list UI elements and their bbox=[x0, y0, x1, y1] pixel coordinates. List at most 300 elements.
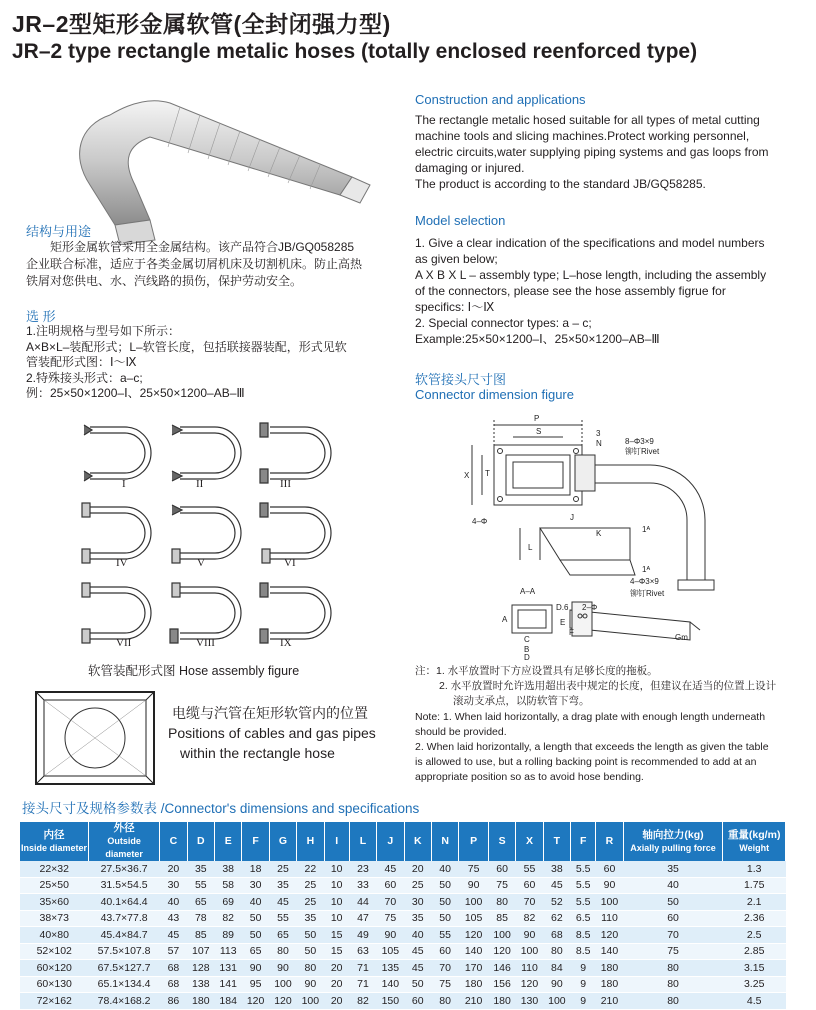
svg-text:1ᴬ: 1ᴬ bbox=[642, 525, 651, 534]
hose-label-3: III bbox=[280, 478, 291, 490]
table-cell: 90 bbox=[242, 960, 269, 977]
header-label: 重量(kg/m) bbox=[727, 828, 781, 841]
hose-label-9: IX bbox=[280, 637, 292, 649]
header-label: F bbox=[579, 835, 587, 847]
model-line: Example:25×50×1200–Ⅰ、25×50×1200–AB–Ⅲ bbox=[415, 332, 660, 346]
table-cell: 6.5 bbox=[571, 910, 596, 927]
svg-text:2–Φ: 2–Φ bbox=[582, 603, 598, 612]
table-cell: 60 bbox=[488, 861, 515, 877]
note-cn-line: 滚动支承点，以防软管下弯。 bbox=[453, 695, 590, 707]
table-cell: 105 bbox=[377, 943, 404, 960]
select-line: 例：25×50×1200–Ⅰ、25×50×1200–AB–Ⅲ bbox=[26, 386, 245, 400]
table-cell: 2.5 bbox=[723, 927, 786, 944]
svg-text:T: T bbox=[485, 469, 490, 478]
table-cell: 35 bbox=[623, 861, 723, 877]
svg-text:P: P bbox=[534, 414, 540, 423]
table-cell: 82 bbox=[215, 910, 242, 927]
table-cell: 9 bbox=[571, 960, 596, 977]
table-cell: 25 bbox=[297, 877, 324, 894]
header-label: K bbox=[413, 835, 422, 847]
construction-line: electric circuits,water supplying piping systems and gas loops from bbox=[415, 145, 769, 159]
page-title-cn: JR–2型矩形金属软管(全封闭强力型) bbox=[12, 11, 391, 37]
header-label: F bbox=[252, 835, 259, 847]
table-cell: 57.5×107.8 bbox=[88, 943, 159, 960]
table-cell: 62 bbox=[543, 910, 570, 927]
construction-line: machine tools and slicing machines.Protect working personnel, bbox=[415, 129, 750, 143]
table-cell: 100 bbox=[543, 993, 570, 1010]
table-row bbox=[20, 877, 786, 894]
table-row bbox=[20, 927, 786, 944]
table-cell: 33 bbox=[349, 877, 376, 894]
hose-form-8 bbox=[170, 583, 241, 643]
svg-text:铆钉Rivet: 铆钉Rivet bbox=[625, 447, 660, 456]
table-row bbox=[20, 960, 786, 977]
structure-title: 结构与用途 bbox=[26, 224, 92, 239]
table-cell: 110 bbox=[516, 960, 543, 977]
table-cell: 100 bbox=[459, 894, 489, 911]
table-cell: 90 bbox=[297, 976, 324, 993]
construction-line: The rectangle metalic hosed suitable for all types of metal cutting bbox=[415, 113, 760, 127]
hose-label-1: I bbox=[122, 478, 126, 490]
table-cell: 2.36 bbox=[723, 910, 786, 927]
table-cell: 75 bbox=[623, 943, 723, 960]
spec-table-header bbox=[20, 822, 786, 861]
table-cell: 50 bbox=[431, 877, 458, 894]
table-cell: 60 bbox=[431, 943, 458, 960]
construction-line: The product is according to the standard JB/GQ58285. bbox=[415, 177, 706, 191]
connector-title-cn: 软管接头尺寸图 bbox=[415, 372, 507, 387]
table-cell: 45 bbox=[377, 861, 404, 877]
table-cell: 82 bbox=[349, 993, 376, 1010]
table-cell: 20 bbox=[160, 861, 187, 877]
table-cell: 35 bbox=[269, 877, 296, 894]
svg-text:Gm: Gm bbox=[675, 633, 688, 642]
table-cell: 146 bbox=[488, 960, 515, 977]
table-cell: 50 bbox=[404, 976, 431, 993]
table-cell: 49 bbox=[349, 927, 376, 944]
table-cell: 35×60 bbox=[20, 894, 88, 911]
table-cell: 75 bbox=[431, 976, 458, 993]
table-cell: 58 bbox=[215, 877, 242, 894]
table-cell: 65 bbox=[269, 927, 296, 944]
header-label: D bbox=[197, 835, 205, 847]
svg-text:L: L bbox=[528, 543, 533, 552]
table-cell: 128 bbox=[187, 960, 214, 977]
svg-text:A: A bbox=[502, 615, 508, 624]
svg-text:4–Φ3×9: 4–Φ3×9 bbox=[630, 577, 659, 586]
table-cell: 10 bbox=[324, 861, 349, 877]
table-cell: 15 bbox=[324, 943, 349, 960]
table-cell: 55 bbox=[431, 927, 458, 944]
table-cell: 50 bbox=[242, 910, 269, 927]
select-line: 管装配形式图：Ⅰ～Ⅸ bbox=[26, 355, 137, 369]
table-cell: 60 bbox=[377, 877, 404, 894]
table-cell: 55 bbox=[516, 861, 543, 877]
table-cell: 80 bbox=[623, 993, 723, 1010]
table-cell: 10 bbox=[324, 910, 349, 927]
table-cell: 110 bbox=[596, 910, 623, 927]
table-cell: 80 bbox=[269, 943, 296, 960]
table-cell: 52 bbox=[543, 894, 570, 911]
table-cell: 63 bbox=[349, 943, 376, 960]
hose-label-2: II bbox=[196, 478, 204, 490]
table-header-cell bbox=[20, 822, 88, 861]
table-cell: 2.1 bbox=[723, 894, 786, 911]
construction-text bbox=[415, 112, 795, 192]
table-cell: 71 bbox=[349, 976, 376, 993]
table-cell: 120 bbox=[459, 927, 489, 944]
table-row bbox=[20, 894, 786, 911]
table-cell: 80 bbox=[431, 993, 458, 1010]
table-cell: 8.5 bbox=[571, 943, 596, 960]
table-cell: 70 bbox=[516, 894, 543, 911]
table-cell: 70 bbox=[623, 927, 723, 944]
table-cell: 45.4×84.7 bbox=[88, 927, 159, 944]
header-sublabel: Weight bbox=[739, 842, 770, 853]
table-cell: 40 bbox=[160, 894, 187, 911]
table-cell: 2.85 bbox=[723, 943, 786, 960]
hose-label-5: V bbox=[197, 557, 205, 569]
table-cell: 45 bbox=[160, 927, 187, 944]
header-label: C bbox=[169, 835, 178, 847]
header-label: P bbox=[470, 835, 478, 847]
table-cell: 184 bbox=[215, 993, 242, 1010]
table-cell: 170 bbox=[459, 960, 489, 977]
table-cell: 141 bbox=[215, 976, 242, 993]
table-cell: 180 bbox=[488, 993, 515, 1010]
select-line: 1.注明规格与型号如下所示： bbox=[26, 324, 181, 338]
table-cell: 180 bbox=[459, 976, 489, 993]
table-cell: 55 bbox=[269, 910, 296, 927]
table-header-cell bbox=[723, 822, 786, 861]
svg-text:S: S bbox=[536, 427, 542, 436]
table-cell: 35 bbox=[404, 910, 431, 927]
hose-label-7: VII bbox=[116, 637, 132, 649]
hose-form-1 bbox=[84, 425, 151, 481]
table-cell: 20 bbox=[324, 960, 349, 977]
hose-product-image bbox=[60, 85, 380, 245]
hose-assembly-figure bbox=[70, 415, 360, 655]
svg-text:3: 3 bbox=[596, 429, 601, 438]
table-cell: 70 bbox=[431, 960, 458, 977]
table-header-cell bbox=[404, 822, 431, 861]
note-en-line: Note: 1. When laid horizontally, a drag plate with enough length underneath bbox=[415, 711, 766, 723]
table-cell: 210 bbox=[596, 993, 623, 1010]
table-cell: 80 bbox=[297, 960, 324, 977]
svg-text:C: C bbox=[524, 635, 530, 644]
table-cell: 90 bbox=[543, 976, 570, 993]
table-cell: 45 bbox=[404, 960, 431, 977]
table-cell: 180 bbox=[596, 960, 623, 977]
header-label: H bbox=[306, 835, 315, 847]
table-cell: 80 bbox=[543, 943, 570, 960]
table-cell: 50 bbox=[431, 894, 458, 911]
svg-text:8–Φ3×9: 8–Φ3×9 bbox=[625, 437, 654, 446]
table-cell: 120 bbox=[488, 943, 515, 960]
model-line: 2. Special connector types: a – c; bbox=[415, 316, 592, 330]
table-cell: 45 bbox=[404, 943, 431, 960]
header-label: I bbox=[335, 835, 339, 847]
table-cell: 105 bbox=[459, 910, 489, 927]
note-en-line: appropriate position so as to avoid hose bending. bbox=[415, 771, 644, 783]
table-header-cell bbox=[543, 822, 570, 861]
svg-text:X: X bbox=[464, 471, 470, 480]
table-cell: 80 bbox=[623, 976, 723, 993]
table-row bbox=[20, 976, 786, 993]
model-line: of the connectors, please see the hose assembly figrue for bbox=[415, 284, 726, 298]
hose-figure-caption: 软管装配形式图 Hose assembly figure bbox=[88, 664, 300, 678]
model-title: Model selection bbox=[415, 213, 506, 228]
header-label: G bbox=[278, 835, 288, 847]
hose-form-4 bbox=[82, 503, 151, 563]
hose-form-7 bbox=[82, 583, 151, 643]
note-en-line: 2. When laid horizontally, a length that exceeds the length as given the table bbox=[415, 741, 769, 753]
svg-text:F: F bbox=[569, 628, 574, 637]
table-cell: 22×32 bbox=[20, 861, 88, 877]
table-cell: 100 bbox=[297, 993, 324, 1010]
table-cell: 90 bbox=[459, 877, 489, 894]
cable-caption-en-2: within the rectangle hose bbox=[180, 745, 335, 761]
note-cn-line: 2. 水平放置时允许选用超出表中规定的长度，但建议在适当的位置上设计 bbox=[439, 680, 777, 692]
table-cell: 20 bbox=[324, 976, 349, 993]
svg-text:A–A: A–A bbox=[520, 587, 536, 596]
table-cell: 55 bbox=[187, 877, 214, 894]
svg-text:4–Φ: 4–Φ bbox=[472, 517, 488, 526]
structure-text bbox=[26, 239, 386, 290]
hose-label-8: VIII bbox=[196, 637, 215, 649]
table-header-cell bbox=[215, 822, 242, 861]
spec-table-body bbox=[20, 861, 786, 1009]
table-row bbox=[20, 943, 786, 960]
table-cell: 5.5 bbox=[571, 861, 596, 877]
table-cell: 107 bbox=[187, 943, 214, 960]
table-cell: 45 bbox=[269, 894, 296, 911]
table-cell: 85 bbox=[488, 910, 515, 927]
table-cell: 80 bbox=[488, 894, 515, 911]
table-cell: 44 bbox=[349, 894, 376, 911]
header-label: T bbox=[553, 835, 561, 847]
table-cell: 138 bbox=[187, 976, 214, 993]
table-header-cell bbox=[324, 822, 349, 861]
table-cell: 50 bbox=[431, 910, 458, 927]
model-text bbox=[415, 235, 795, 347]
table-cell: 15 bbox=[324, 927, 349, 944]
table-cell: 30 bbox=[160, 877, 187, 894]
header-sublabel: Axially pulling force bbox=[630, 842, 716, 853]
table-cell: 22 bbox=[297, 861, 324, 877]
table-cell: 3.25 bbox=[723, 976, 786, 993]
structure-line: 铁屑对您供电、水、汽线路的损伤，保护劳动安全。 bbox=[26, 274, 303, 288]
table-cell: 40×80 bbox=[20, 927, 88, 944]
table-cell: 60×120 bbox=[20, 960, 88, 977]
model-line: 1. Give a clear indication of the specifications and model numbers bbox=[415, 236, 765, 250]
table-header-cell bbox=[488, 822, 515, 861]
connector-title-en: Connector dimension figure bbox=[415, 387, 574, 402]
svg-text:K: K bbox=[596, 529, 602, 538]
table-cell: 38 bbox=[543, 861, 570, 877]
table-header-cell bbox=[242, 822, 269, 861]
table-cell: 60 bbox=[623, 910, 723, 927]
table-cell: 180 bbox=[187, 993, 214, 1010]
notes-en bbox=[415, 710, 810, 785]
table-cell: 65 bbox=[187, 894, 214, 911]
table-cell: 68 bbox=[160, 976, 187, 993]
table-header-cell bbox=[349, 822, 376, 861]
table-cell: 47 bbox=[349, 910, 376, 927]
table-cell: 100 bbox=[269, 976, 296, 993]
table-cell: 1.75 bbox=[723, 877, 786, 894]
table-cell: 30 bbox=[242, 877, 269, 894]
table-cell: 120 bbox=[516, 976, 543, 993]
header-sublabel: Inside diameter bbox=[20, 842, 87, 853]
table-cell: 72×162 bbox=[20, 993, 88, 1010]
table-header-cell bbox=[187, 822, 214, 861]
table-cell: 10 bbox=[324, 894, 349, 911]
table-cell: 100 bbox=[596, 894, 623, 911]
header-label: X bbox=[525, 835, 533, 847]
table-cell: 131 bbox=[215, 960, 242, 977]
header-label: 轴向拉力(kg) bbox=[642, 828, 704, 841]
table-row bbox=[20, 910, 786, 927]
table-cell: 150 bbox=[377, 993, 404, 1010]
table-cell: 90 bbox=[596, 877, 623, 894]
table-cell: 140 bbox=[596, 943, 623, 960]
hose-form-9 bbox=[260, 583, 331, 643]
table-cell: 80 bbox=[623, 960, 723, 977]
table-cell: 23 bbox=[349, 861, 376, 877]
table-cell: 10 bbox=[324, 877, 349, 894]
table-cell: 40.1×64.4 bbox=[88, 894, 159, 911]
table-cell: 84 bbox=[543, 960, 570, 977]
header-sublabel: Outside diameter bbox=[105, 836, 143, 859]
table-cell: 50 bbox=[297, 943, 324, 960]
table-cell: 20 bbox=[404, 861, 431, 877]
table-cell: 135 bbox=[377, 960, 404, 977]
hose-form-5 bbox=[172, 505, 241, 563]
svg-text:D: D bbox=[524, 653, 530, 660]
hose-label-4: IV bbox=[116, 557, 128, 569]
table-cell: 82 bbox=[516, 910, 543, 927]
table-cell: 65.1×134.4 bbox=[88, 976, 159, 993]
header-label: 内径 bbox=[43, 828, 65, 841]
table-header-cell bbox=[431, 822, 458, 861]
select-title: 选 形 bbox=[26, 309, 56, 324]
header-label: 外径 bbox=[113, 822, 135, 834]
header-label: S bbox=[498, 835, 506, 847]
table-cell: 40 bbox=[404, 927, 431, 944]
note-cn-line: 注：1. 水平放置时下方应设置具有足够长度的拖板。 bbox=[415, 665, 658, 677]
table-header-cell bbox=[88, 822, 159, 861]
table-cell: 9 bbox=[571, 976, 596, 993]
table-cell: 100 bbox=[488, 927, 515, 944]
table-cell: 75 bbox=[488, 877, 515, 894]
table-cell: 85 bbox=[187, 927, 214, 944]
table-cell: 8.5 bbox=[571, 927, 596, 944]
table-cell: 90 bbox=[269, 960, 296, 977]
table-cell: 60×130 bbox=[20, 976, 88, 993]
table-cell: 27.5×36.7 bbox=[88, 861, 159, 877]
hose-form-2 bbox=[172, 425, 241, 481]
table-cell: 120 bbox=[596, 927, 623, 944]
construction-line: damaging or injured. bbox=[415, 161, 525, 175]
table-header-cell bbox=[269, 822, 296, 861]
spec-table bbox=[20, 822, 786, 1010]
connector-dimension-drawing bbox=[420, 410, 810, 660]
table-cell: 20 bbox=[324, 993, 349, 1010]
table-cell: 120 bbox=[242, 993, 269, 1010]
note-en-line: should be provided. bbox=[415, 726, 507, 738]
notes-cn bbox=[415, 664, 805, 709]
table-cell: 4.5 bbox=[723, 993, 786, 1010]
svg-text:N: N bbox=[596, 439, 602, 448]
table-cell: 3.15 bbox=[723, 960, 786, 977]
table-cell: 18 bbox=[242, 861, 269, 877]
table-cell: 40 bbox=[623, 877, 723, 894]
table-cell: 25 bbox=[297, 894, 324, 911]
table-cell: 210 bbox=[459, 993, 489, 1010]
table-header-cell bbox=[623, 822, 723, 861]
table-cell: 65 bbox=[242, 943, 269, 960]
table-cell: 180 bbox=[596, 976, 623, 993]
table-cell: 25×50 bbox=[20, 877, 88, 894]
page-title-en: JR–2 type rectangle metalic hoses (totally enclosed reenforced type) bbox=[12, 40, 698, 63]
structure-line: 企业联合标准，适应于各类金属切屑机床及切割机床。防止高热 bbox=[26, 257, 363, 271]
table-cell: 38 bbox=[215, 861, 242, 877]
table-cell: 89 bbox=[215, 927, 242, 944]
model-line: A X B X L – assembly type; L–hose length, including the assembly bbox=[415, 268, 767, 282]
table-cell: 40 bbox=[431, 861, 458, 877]
table-title: 接头尺寸及规格参数表 /Connector's dimensions and specifications bbox=[22, 801, 420, 816]
header-label: L bbox=[359, 835, 367, 847]
note-en-line: is allowed to use, but a rolling backing point is recommended to add at an bbox=[415, 756, 757, 768]
svg-text:1ᴬ: 1ᴬ bbox=[642, 565, 651, 574]
table-cell: 140 bbox=[459, 943, 489, 960]
table-cell: 68 bbox=[160, 960, 187, 977]
svg-text:D.6: D.6 bbox=[556, 603, 569, 612]
table-header-cell bbox=[459, 822, 489, 861]
table-cell: 75 bbox=[377, 910, 404, 927]
structure-line: 矩形金属软管采用全金属结构。该产品符合JB/GQ058285 bbox=[50, 240, 355, 254]
svg-text:E: E bbox=[560, 618, 566, 627]
table-cell: 5.5 bbox=[571, 877, 596, 894]
table-cell: 60 bbox=[596, 861, 623, 877]
header-label: E bbox=[224, 835, 232, 847]
header-label: J bbox=[387, 835, 394, 847]
table-header-cell bbox=[516, 822, 543, 861]
table-cell: 95 bbox=[242, 976, 269, 993]
table-cell: 35 bbox=[187, 861, 214, 877]
svg-text:J: J bbox=[570, 513, 574, 522]
table-header-cell bbox=[377, 822, 404, 861]
table-cell: 100 bbox=[516, 943, 543, 960]
table-row bbox=[20, 861, 786, 877]
table-cell: 60 bbox=[404, 993, 431, 1010]
table-header-cell bbox=[160, 822, 187, 861]
table-cell: 140 bbox=[377, 976, 404, 993]
table-cell: 70 bbox=[377, 894, 404, 911]
cable-caption-en-1: Positions of cables and gas pipes bbox=[168, 725, 376, 741]
table-header-cell bbox=[297, 822, 324, 861]
table-cell: 25 bbox=[404, 877, 431, 894]
table-cell: 30 bbox=[404, 894, 431, 911]
table-cell: 130 bbox=[516, 993, 543, 1010]
table-cell: 9 bbox=[571, 993, 596, 1010]
table-header-cell bbox=[596, 822, 623, 861]
svg-text:B: B bbox=[524, 645, 530, 654]
header-label: N bbox=[441, 835, 449, 847]
hose-form-6 bbox=[260, 503, 331, 563]
table-cell: 35 bbox=[297, 910, 324, 927]
